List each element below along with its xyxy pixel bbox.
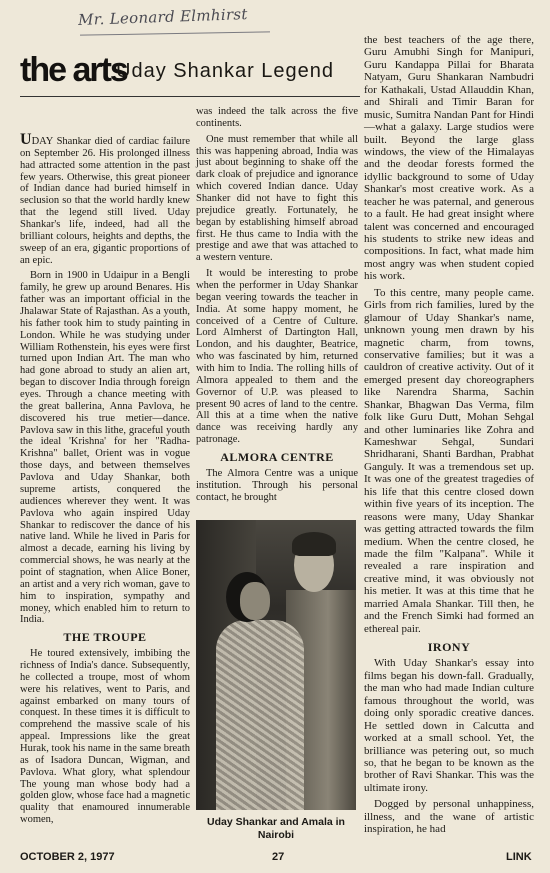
paragraph: One must remember that while all this was happening abroad, India was just about beginning to shake off the dark cloak of prejudice and ignorance which covered Indian dance. Uday Shanker did not have to fight this prejudice greatly. Fortunately, he began by establishing himself abroad first. He thus came to India with the prestige and awe that was attached to a western venture.	[196, 133, 358, 264]
section-title: the arts	[20, 51, 127, 89]
paragraph: Dogged by personal unhappiness, illness, and the wane of artistic inspiration, he had	[364, 798, 534, 836]
footer-publication: LINK	[506, 851, 532, 863]
paragraph: He toured extensively, imbibing the richness of India's dance. Subsequently, he collected a troupe, most of whom were his relatives, went to Paris, and against embarked on many tours of conquest. In these times it is difficult to comprehend the massive scale of his appeal. Impressions like the great Hurak, took his name in the same breath as of Isadora Duncan, Wigman, and Pavlova. What glory, what splendour The young man whose body had a golden glow, whose face had a magnetic quality that enamoured innumerable women,	[20, 648, 190, 826]
handwritten-inscription: Mr. Leonard Elmhirst	[77, 5, 249, 29]
footer-date: OCTOBER 2, 1977	[20, 851, 115, 863]
subhead-almora-centre: ALMORA CENTRE	[220, 450, 334, 465]
paragraph: The Almora Centre was a unique institution. Through his personal contact, he brought	[196, 467, 358, 503]
paragraph: Born in 1900 in Udaipur in a Bengli family, he grew up around Benares. His father was an important official in the Jhalawar State of Rajasthan. As a youth, his father took him to study painting in London. While he was studying under William Rothenstein, his eyes were first turned upon Indian Art. The man who had gone abroad to study an alien art, began to discover India through foreign eyes. Through a chance meeting with the great ballerina, Anna Pavlova, he discovered his true metier—dance. Pavlova saw in this lithe, graceful youth the ideal 'Krishna' for her "Radha-Krishna" ballet, Orient was in vogue those days, and between themselves Pavlova and Uday Shankar, both supreme artists, conquered the audiences wherever they went. It was Pavlova who again inspired Uday Shankar to rediscover the dance of his native land. While he lived in Paris for almost a decade, earning his living by commercial shows, he was nearly at the point of stagnation, when Alice Boner, an artist and a very rich woman, gave to him to inspiration, sympathy and money, which enabled him to return to India.	[20, 270, 190, 626]
masthead	[20, 48, 372, 96]
footer-page-number: 27	[272, 851, 285, 863]
subhead-irony: IRONY	[427, 640, 471, 654]
article-column-3	[364, 34, 534, 840]
drop-cap: U	[20, 131, 32, 148]
subhead-the-troupe: THE TROUPE	[63, 630, 147, 645]
article-column-2	[196, 106, 358, 508]
headline: Uday Shankar Legend	[116, 60, 335, 82]
photo-caption: Uday Shankar and Amala in Nairobi	[207, 816, 345, 841]
paragraph: To this centre, many people came. Girls from rich families, lured by the glamour of Uday Shankar's name, unknown young men drawn by his magnetic charm, from towns, conservative families; but it was a cauldron of creative activity. Out of it emerged present day choreographers like Narendra Sharma, Sachin Shankar, Bhagwan Das Verma, film folk like Guru Dutt, Mohan Sehgal and other luminaries like Zohra and Kameshwar Sehgal, Sundari Shridharani, Shanti Bardhan, Prabhat Ganguly. It was a tremendous set up. It was one of the greatest tragedies of his life that this centre closed down within five years of its inception. The reasons were many, Uday Shankar was getting attracted towards the film medium. When the centre closed, he made the film "Kalpana". While it revealed a rare inspiration and creative mind, it was obviously not his metier. It was at this time that he married Amala Shankar. Till then, he and the French Simki had formed an ethereal pair.	[364, 286, 534, 635]
handwritten-underline	[80, 31, 270, 35]
paragraph: the best teachers of the age there, Guru Amubhi Singh for Manipuri, Guru Kandappa Pillai for Bharata Natyam, Guru Shankaran Nambudri for Kathakali, Ustad Allauddin Khan, and Shirali and Timir Baran for music, Sumitra Nandan Pant for Hindi —what a galaxy. Large studios were built. Beyond the large glass windows, the view of the Himalayas and the deodar forests formed the idyllic background to some of Uday Shankar's most creative work. As a teacher he was paternal, and generous to a fault. He had great insight where talent was concerned and encouraged his students to strike new ideas and compositions. In fact, what made him most angry was when student copied his work.	[364, 34, 534, 283]
paragraph: was indeed the talk across the five continents.	[196, 106, 358, 129]
photo-uday-shankar-and-amala	[196, 520, 356, 810]
headline-rule	[20, 96, 360, 97]
paragraph: With Uday Shankar's essay into films began his down-fall. Gradually, the man who had made Indian culture famous throughout the world, was doing only sporadic creative dances. He settled down in Calcutta and worked at a small school. Yet, the brilliance was petering out, so much so, that he began to be known as the brother of Ravi Shankar. This was the ultimate irony.	[364, 657, 534, 794]
article-column-1	[20, 131, 190, 830]
paragraph: UDAY Shankar died of cardiac failure on September 26. His prolonged illness had attracted some attention in the past few years. Otherwise, this great pioneer of Indian dance had buried himself in seclusion so that the world hardly knew that the legend still lived. Uday Shankar's life, indeed, had all the brilliant colours, heights and depths, the sweep of an era, gigantic proportions of an epic.	[20, 131, 190, 266]
paragraph: It would be interesting to probe when the performer in Uday Shankar began veering towards the teacher in India. At some happy moment, he conceived of a Centre of Culture. Lord Almherst of Dartington Hall, London, and his daughter, Beatrice, who was fascinated by him, returned with him to India. The rolling hills of Almora appealed to them and the Governor of U.P. was pleased to present 90 acres of land to the centre. All this at a time when the native dance was receiving hardly any patronage.	[196, 268, 358, 446]
